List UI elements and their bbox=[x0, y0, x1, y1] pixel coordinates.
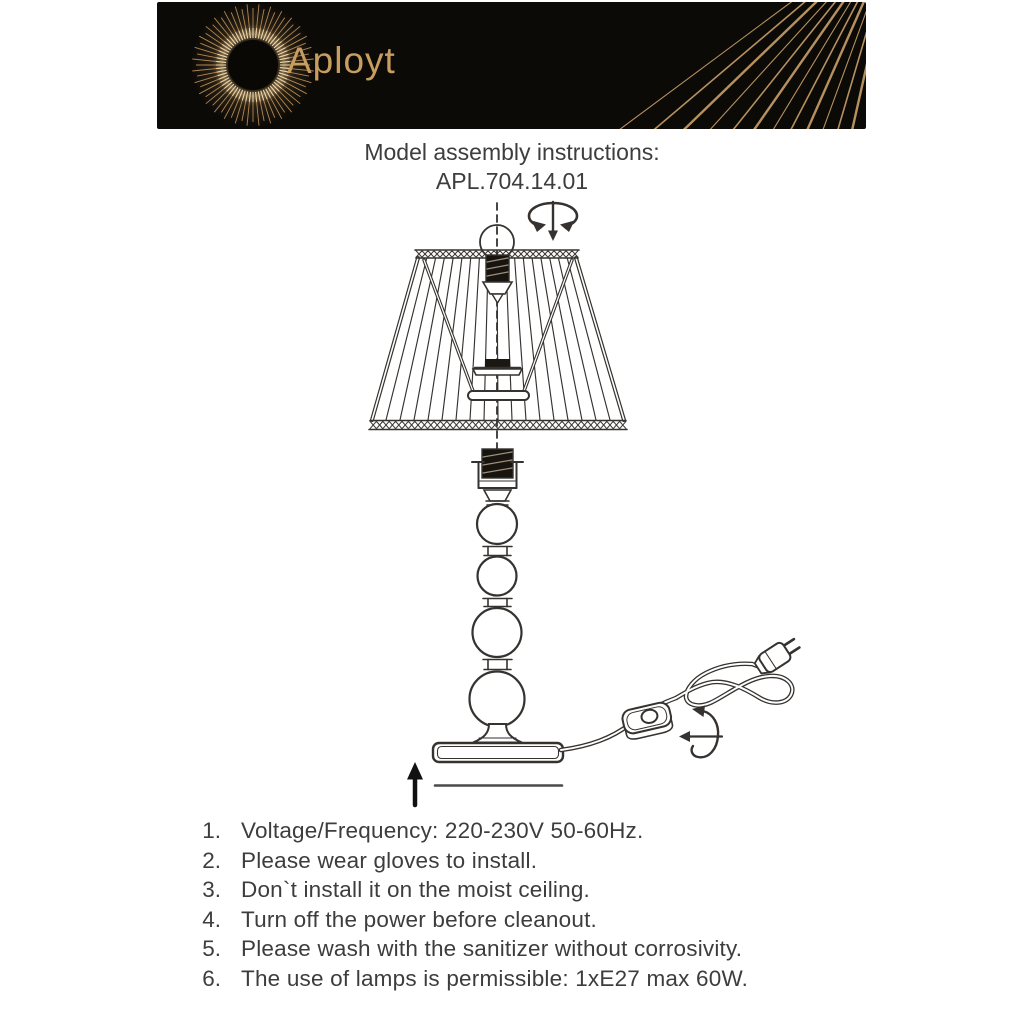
title-block bbox=[0, 138, 1024, 196]
instruction-item bbox=[197, 816, 897, 846]
stem-collars bbox=[483, 547, 512, 670]
glass-ball-1 bbox=[477, 504, 517, 544]
power-plug bbox=[752, 634, 802, 677]
page-title: Model assembly instructions: bbox=[364, 139, 660, 165]
item-number: 4. bbox=[202, 906, 221, 932]
instruction-item bbox=[197, 905, 897, 935]
instruction-item bbox=[197, 846, 897, 876]
item-text: Voltage/Frequency: 220-230V 50-60Hz. bbox=[241, 818, 644, 843]
shade-pleats bbox=[386, 258, 610, 420]
instruction-item bbox=[197, 875, 897, 905]
glass-ball-stem bbox=[470, 504, 525, 743]
threaded-finial-tube bbox=[483, 255, 512, 303]
shade-trim-braid bbox=[370, 251, 626, 429]
plug-prong bbox=[789, 647, 799, 654]
item-number: 5. bbox=[202, 936, 221, 962]
instruction-item bbox=[197, 934, 897, 964]
instructions-list bbox=[197, 816, 897, 994]
harp-frame bbox=[424, 260, 572, 400]
switch-button bbox=[640, 708, 659, 724]
lift-arrow-icon bbox=[407, 762, 423, 805]
item-text: Turn off the power before cleanout. bbox=[241, 906, 597, 932]
corner-rays-icon bbox=[522, 2, 866, 129]
item-number: 3. bbox=[202, 877, 221, 903]
item-text: Please wash with the sanitizer without corrosivity. bbox=[241, 936, 743, 962]
pleated-lampshade bbox=[369, 250, 627, 430]
rotation-arrow-cord-icon bbox=[679, 706, 722, 758]
plug-prong bbox=[784, 639, 794, 646]
threaded-socket bbox=[472, 449, 523, 505]
model-number: APL.704.14.01 bbox=[435, 168, 589, 194]
brand-logo-text: Aployt bbox=[287, 40, 396, 81]
lamp-base bbox=[433, 743, 563, 762]
bulb bbox=[480, 225, 514, 259]
socket-bracket bbox=[473, 359, 522, 375]
sunburst-core bbox=[228, 40, 278, 90]
banner-art bbox=[157, 2, 866, 129]
item-text: Don`t install it on the moist ceiling. bbox=[241, 877, 591, 903]
item-number: 1. bbox=[202, 818, 221, 843]
stem-foot bbox=[473, 724, 522, 743]
item-number: 2. bbox=[202, 847, 221, 873]
item-number: 6. bbox=[202, 965, 221, 991]
item-text: The use of lamps is permissible: 1xE27 max 60W. bbox=[241, 965, 749, 991]
rotation-arrow-top-icon bbox=[529, 202, 577, 241]
item-text: Please wear gloves to install. bbox=[241, 847, 538, 873]
instruction-item bbox=[197, 964, 897, 994]
power-cord bbox=[561, 664, 792, 750]
brand-banner bbox=[157, 2, 866, 129]
glass-ball-3 bbox=[473, 608, 522, 657]
inline-switch bbox=[621, 701, 675, 741]
glass-ball-2 bbox=[478, 557, 517, 596]
glass-ball-4 bbox=[470, 672, 525, 727]
